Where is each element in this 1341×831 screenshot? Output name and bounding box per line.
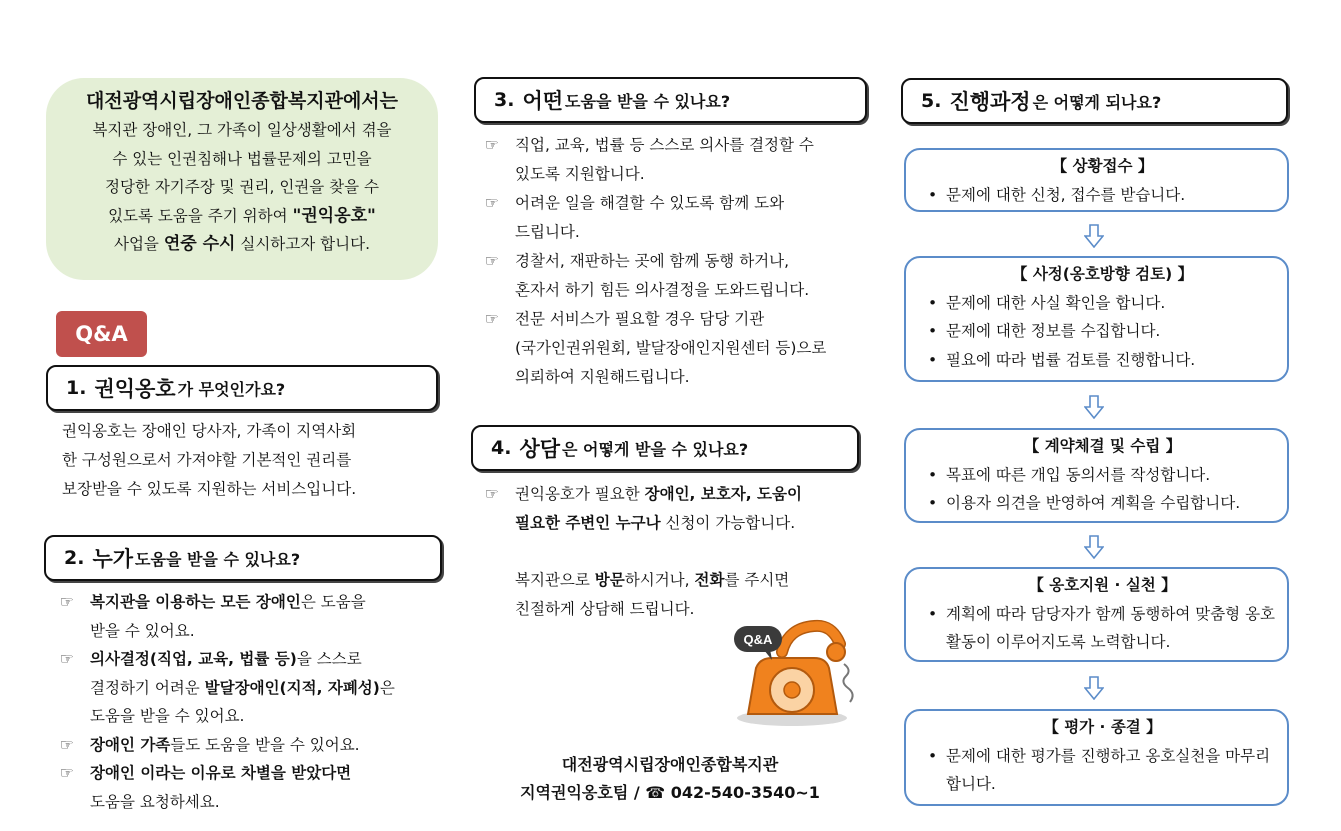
step-item: • 문제에 대한 신청, 접수를 받습니다.: [928, 181, 1277, 210]
item-text: 을 스스로: [296, 650, 362, 668]
footer: [480, 751, 860, 807]
list-item: [60, 759, 445, 816]
process-step-intake: [904, 148, 1289, 212]
step-item: • 목표에 따른 개입 동의서를 작성합니다.: [928, 461, 1277, 490]
item-text: 어려운 일을 해결할 수 있도록 함께 도와: [515, 194, 785, 212]
pointing-hand-icon: ☞: [60, 650, 74, 668]
answer-line: 권익옹호는 장애인 당사자, 가족이 지역사회: [62, 422, 357, 440]
item-emphasis: 장애인 이라는 이유로 차별을 받았다면: [90, 764, 352, 782]
down-arrow-icon: [1084, 676, 1104, 700]
question-number: 3.: [494, 89, 515, 111]
pointing-hand-icon: ☞: [485, 136, 499, 154]
item-text: 들도 도움을 받을 수 있어요.: [170, 735, 360, 754]
intro-line: [46, 202, 438, 231]
list-item: [485, 189, 870, 247]
list-item: [60, 645, 445, 731]
intro-text: 실시하고자 합니다.: [235, 235, 371, 253]
question-2-answer: [60, 588, 445, 816]
question-text: 가 무엇인가요?: [177, 379, 286, 399]
pointing-hand-icon: ☞: [485, 485, 499, 503]
item-text: 도움을 받을 수 있어요.: [90, 707, 245, 725]
question-keyword: 권익옹호: [94, 377, 176, 401]
pointing-hand-icon: ☞: [60, 735, 74, 754]
process-step-support: [904, 567, 1289, 662]
item-text: 혼자서 하기 힘든 의사결정을 도와드립니다.: [515, 281, 810, 299]
question-1-answer: [62, 417, 442, 504]
item-text: 의뢰하여 지원해드립니다.: [515, 368, 690, 386]
item-text: 드립니다.: [515, 223, 580, 241]
question-number: 5.: [921, 90, 942, 112]
list-item: [485, 247, 870, 305]
process-step-evaluation: [904, 709, 1289, 806]
item-text: 은 도움을: [300, 593, 366, 611]
pointing-hand-icon: ☞: [485, 252, 499, 270]
item-emphasis: 복지관을 이용하는 모든 장애인: [90, 593, 301, 611]
item-text: 직업, 교육, 법률 등 스스로 의사를 결정할 수: [515, 136, 814, 154]
pointing-hand-icon: ☞: [60, 764, 74, 782]
question-keyword: 어떤: [522, 89, 564, 113]
intro-line: 수 있는 인권침해나 법률문제의 고민을: [112, 149, 372, 168]
item-text: 은: [379, 678, 395, 697]
down-arrow-icon: [1084, 395, 1104, 419]
list-item: [485, 480, 870, 538]
question-keyword: 상담: [519, 437, 561, 461]
item-text: 경찰서, 재판하는 곳에 함께 동행 하거나,: [515, 252, 790, 270]
intro-text: 있도록 도움을 주기 위하여: [108, 206, 293, 225]
question-4-header: [471, 425, 859, 471]
phone-dial-center: [784, 682, 800, 698]
item-emphasis: 방문: [594, 571, 625, 589]
step-title: 【 사정(옹호방향 검토) 】: [1011, 265, 1194, 283]
item-text: 하시거나,: [624, 571, 695, 589]
phone-earpiece: [827, 643, 845, 661]
question-text: 도움을 받을 수 있나요?: [565, 91, 731, 111]
question-keyword: 진행과정: [949, 90, 1031, 114]
intro-title: 대전광역시립장애인종합복지관에서는: [85, 90, 399, 112]
item-text: 받을 수 있어요.: [90, 621, 195, 640]
intro-line: 복지관 장애인, 그 가족이 일상생활에서 겪을: [92, 121, 392, 139]
down-arrow-icon: [1084, 224, 1104, 248]
process-step-contract: [904, 428, 1289, 523]
step-item: • 이용자 의견을 반영하여 계획을 수립합니다.: [928, 489, 1277, 518]
item-text: 권익옹호가 필요한: [515, 485, 645, 503]
item-text: 전문 서비스가 필요할 경우 담당 기관: [515, 310, 765, 328]
answer-line: 한 구성원으로서 가져야할 기본적인 권리를: [62, 451, 352, 469]
step-item: • 필요에 따라 법률 검토를 진행합니다.: [928, 346, 1277, 375]
intro-line: [46, 230, 438, 259]
intro-keyword: "권익옹호": [292, 205, 376, 226]
phone-qa-label: Q&A: [743, 632, 773, 647]
list-item: [60, 731, 445, 760]
question-number: 1.: [66, 377, 87, 399]
question-4-answer: [485, 480, 870, 624]
footer-contact: 지역권익옹호팀 / ☎ 042-540-3540~1: [520, 783, 820, 802]
question-1-header: [46, 365, 438, 411]
intro-keyword: 연중 수시: [163, 234, 236, 254]
pointing-hand-icon: ☞: [485, 310, 499, 328]
step-title: 【 계약체결 및 수립 】: [1023, 437, 1182, 455]
list-item: [485, 131, 870, 189]
step-item: • 문제에 대한 정보를 수집합니다.: [928, 317, 1277, 346]
intro-line: 정당한 자기주장 및 권리, 인권을 찾을 수: [104, 178, 380, 196]
list-item: [485, 305, 870, 392]
list-item: [60, 588, 445, 645]
step-item: • 계획에 따라 담당자가 함께 동행하여 맞춤형 옹호활동이 이루어지도록 노력합니다.: [928, 600, 1277, 657]
question-number: 2.: [64, 547, 85, 569]
telephone-illustration: [730, 616, 860, 728]
intro-text: 사업을: [113, 235, 164, 253]
step-title: 【 상황접수 】: [1051, 157, 1154, 175]
step-item: • 문제에 대한 평가를 진행하고 옹호실천을 마무리합니다.: [928, 742, 1277, 799]
question-text: 은 어떻게 받을 수 있나요?: [562, 439, 749, 459]
question-text: 은 어떻게 되나요?: [1032, 92, 1162, 112]
answer-line: 보장받을 수 있도록 지원하는 서비스입니다.: [62, 480, 357, 498]
question-text: 도움을 받을 수 있나요?: [135, 549, 301, 569]
item-text: 복지관으로: [515, 571, 595, 589]
question-5-header: [901, 78, 1288, 124]
item-emphasis: 장애인 가족: [90, 735, 171, 754]
item-emphasis: 발달장애인(지적, 자폐성): [204, 678, 380, 697]
item-emphasis: 의사결정(직업, 교육, 법률 등): [90, 650, 297, 668]
footer-org-name: 대전광역시립장애인종합복지관: [561, 755, 779, 774]
step-item: • 문제에 대한 사실 확인을 합니다.: [928, 289, 1277, 318]
question-3-header: [474, 77, 867, 123]
question-3-answer: [485, 131, 870, 392]
item-text: 결정하기 어려운: [90, 678, 205, 697]
question-number: 4.: [491, 437, 512, 459]
pointing-hand-icon: ☞: [60, 593, 74, 611]
intro-box: [46, 78, 438, 280]
item-text: 신청이 가능합니다.: [660, 514, 796, 532]
qa-badge: Q&A: [56, 311, 147, 357]
step-title: 【 옹호지원 · 실천 】: [1028, 576, 1177, 594]
process-step-assessment: [904, 256, 1289, 382]
item-text: 를 주시면: [724, 571, 790, 589]
down-arrow-icon: [1084, 535, 1104, 559]
item-emphasis: 장애인, 보호자, 도움이: [644, 485, 802, 503]
item-emphasis: 전화: [694, 571, 725, 589]
item-text: 있도록 지원합니다.: [515, 165, 645, 183]
phone-cord: [843, 664, 852, 702]
pointing-hand-icon: ☞: [485, 194, 499, 212]
question-2-header: [44, 535, 442, 581]
item-text: (국가인권위원회, 발달장애인지원센터 등)으로: [515, 339, 827, 357]
item-emphasis: 필요한 주변인 누구나: [515, 514, 661, 532]
item-text: 도움을 요청하세요.: [90, 792, 220, 811]
question-keyword: 누가: [92, 547, 134, 571]
item-text: 친절하게 상담해 드립니다.: [515, 600, 695, 618]
step-title: 【 평가 · 종결 】: [1043, 718, 1162, 736]
